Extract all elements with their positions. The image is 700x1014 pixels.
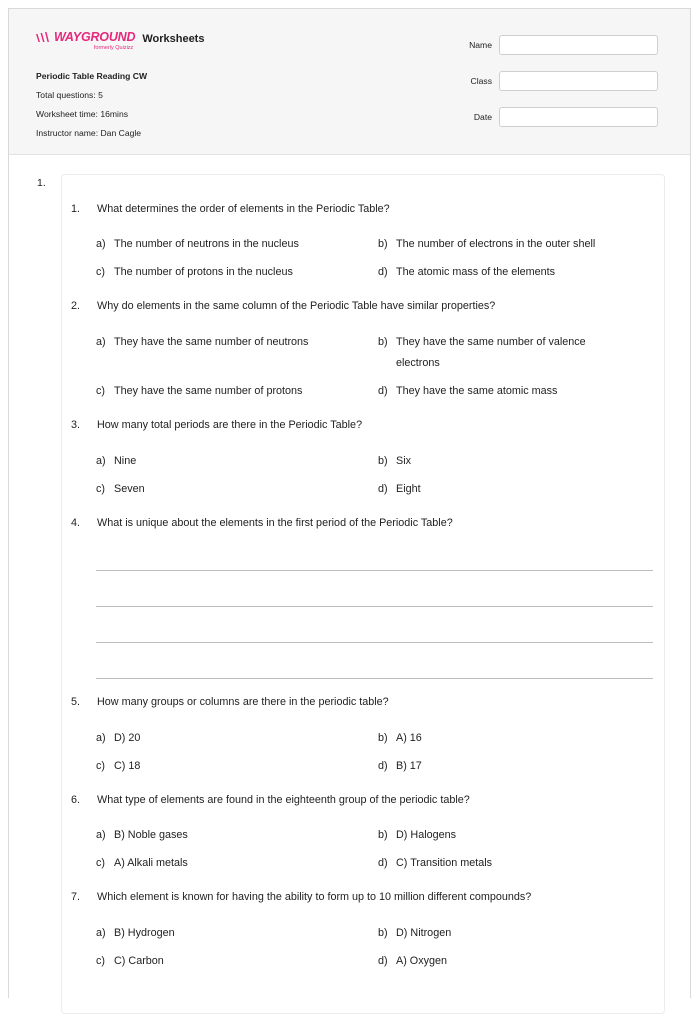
option-text: A) Oxygen — [396, 955, 448, 967]
answer-option[interactable] — [378, 825, 626, 846]
question-text: How many total periods are there in the Periodic Table? — [97, 419, 363, 431]
brand — [35, 31, 135, 52]
option-letter: d) — [378, 760, 388, 772]
option-text: Seven — [114, 483, 145, 495]
question — [71, 794, 470, 806]
question-number: 5. — [71, 696, 81, 708]
option-text: Nine — [114, 455, 137, 467]
option-text: C) Transition metals — [396, 857, 493, 869]
answer-option[interactable] — [378, 479, 626, 500]
option-letter: b) — [378, 455, 388, 467]
logo — [35, 31, 204, 52]
option-letter: b) — [378, 336, 388, 348]
question-number: 6. — [71, 794, 81, 806]
option-text: D) Nitrogen — [396, 927, 452, 939]
option-letter: c) — [96, 385, 105, 397]
option-letter: c) — [96, 266, 105, 278]
brand-name: WAYGROUND — [54, 30, 136, 44]
option-text: B) Noble gases — [114, 829, 188, 841]
option-letter: a) — [96, 455, 106, 467]
option-text: They have the same number of protons — [114, 385, 303, 397]
option-letter: c) — [96, 857, 105, 869]
option-text: C) 18 — [114, 760, 141, 772]
answer-option[interactable] — [378, 728, 626, 749]
option-text: They have the same number of neutrons — [114, 336, 309, 348]
answer-option[interactable] — [96, 332, 344, 353]
option-letter: c) — [96, 955, 105, 967]
answer-option[interactable] — [378, 332, 626, 374]
option-letter: d) — [378, 385, 388, 397]
answer-option[interactable] — [96, 234, 344, 255]
class-field-row — [429, 70, 665, 92]
name-input[interactable] — [499, 35, 658, 55]
question-number: 4. — [71, 517, 81, 529]
answer-line[interactable] — [96, 678, 653, 679]
question-number: 1. — [71, 203, 81, 215]
date-input[interactable] — [499, 107, 658, 127]
option-text: The number of electrons in the outer shell — [396, 238, 596, 250]
question-text: What determines the order of elements in the Periodic Table? — [97, 203, 390, 215]
option-text: C) Carbon — [114, 955, 164, 967]
option-text: They have the same number of valence electrons — [396, 336, 586, 369]
option-letter: c) — [96, 483, 105, 495]
answer-line[interactable] — [96, 606, 653, 607]
question — [71, 517, 453, 529]
option-text: The number of neutrons in the nucleus — [114, 238, 299, 250]
option-letter: d) — [378, 955, 388, 967]
answer-line[interactable] — [96, 642, 653, 643]
class-label: Class — [470, 76, 492, 86]
option-text: A) 16 — [396, 732, 422, 744]
answer-option[interactable] — [96, 923, 344, 944]
question — [71, 891, 531, 903]
answer-option[interactable] — [96, 756, 344, 777]
class-input[interactable] — [499, 71, 658, 91]
option-letter: d) — [378, 266, 388, 278]
answer-line[interactable] — [96, 570, 653, 571]
option-letter: a) — [96, 829, 106, 841]
option-letter: a) — [96, 238, 106, 250]
product-label: Worksheets — [142, 33, 205, 45]
answer-option[interactable] — [378, 451, 626, 472]
worksheet-time: Worksheet time: 16mins — [36, 109, 129, 119]
instructor-name: Instructor name: Dan Cagle — [36, 128, 142, 138]
question-text: How many groups or columns are there in the periodic table? — [97, 696, 389, 708]
option-letter: a) — [96, 732, 106, 744]
answer-option[interactable] — [96, 262, 344, 283]
option-letter: a) — [96, 927, 106, 939]
option-letter: b) — [378, 732, 388, 744]
option-text: A) Alkali metals — [114, 857, 188, 869]
question-number: 3. — [71, 419, 81, 431]
question — [71, 419, 362, 431]
option-letter: c) — [96, 760, 105, 772]
option-letter: b) — [378, 927, 388, 939]
option-text: B) 17 — [396, 760, 422, 772]
question-text: What is unique about the elements in the first period of the Periodic Table? — [97, 517, 453, 529]
answer-option[interactable] — [378, 756, 626, 777]
question — [71, 203, 390, 215]
answer-option[interactable] — [96, 728, 344, 749]
answer-option[interactable] — [96, 825, 344, 846]
answer-option[interactable] — [96, 853, 344, 874]
option-text: The number of protons in the nucleus — [114, 266, 293, 278]
question — [71, 300, 495, 312]
question-text: What type of elements are found in the eighteenth group of the periodic table? — [97, 794, 470, 806]
answer-option[interactable] — [378, 262, 626, 283]
option-letter: d) — [378, 483, 388, 495]
date-label: Date — [473, 112, 492, 122]
wayground-logo-icon — [35, 32, 51, 43]
worksheet-page — [8, 8, 691, 998]
name-field-row — [429, 34, 665, 56]
answer-option[interactable] — [378, 923, 626, 944]
question — [71, 696, 389, 708]
worksheet-title: Periodic Table Reading CW — [36, 71, 148, 81]
option-text: D) 20 — [114, 732, 141, 744]
total-questions: Total questions: 5 — [36, 90, 103, 100]
option-text: Eight — [396, 483, 421, 495]
option-letter: b) — [378, 829, 388, 841]
option-letter: b) — [378, 238, 388, 250]
option-text: D) Halogens — [396, 829, 457, 841]
answer-option[interactable] — [96, 381, 344, 402]
answer-option[interactable] — [378, 381, 626, 402]
option-letter: a) — [96, 336, 106, 348]
answer-option[interactable] — [378, 234, 626, 255]
answer-option[interactable] — [96, 951, 344, 972]
brand-subtitle: formerly Quizizz — [93, 45, 134, 51]
question-number: 7. — [71, 891, 81, 903]
section-number: 1. — [37, 177, 46, 189]
question-text: Which element is known for having the ability to form up to 10 million different compounds? — [97, 891, 532, 903]
option-text: They have the same atomic mass — [396, 385, 558, 397]
question-text: Why do elements in the same column of the Periodic Table have similar properties? — [97, 300, 496, 312]
option-text: Six — [396, 455, 411, 467]
option-text: The atomic mass of the elements — [396, 266, 556, 278]
date-field-row — [429, 106, 665, 128]
option-text: B) Hydrogen — [114, 927, 175, 939]
question-number: 2. — [71, 300, 81, 312]
answer-option[interactable] — [378, 853, 626, 874]
answer-option[interactable] — [96, 451, 344, 472]
answer-option[interactable] — [96, 479, 344, 500]
option-letter: d) — [378, 857, 388, 869]
worksheet-meta — [36, 67, 147, 143]
name-label: Name — [469, 40, 492, 50]
worksheet-header — [9, 9, 690, 155]
answer-option[interactable] — [378, 951, 626, 972]
